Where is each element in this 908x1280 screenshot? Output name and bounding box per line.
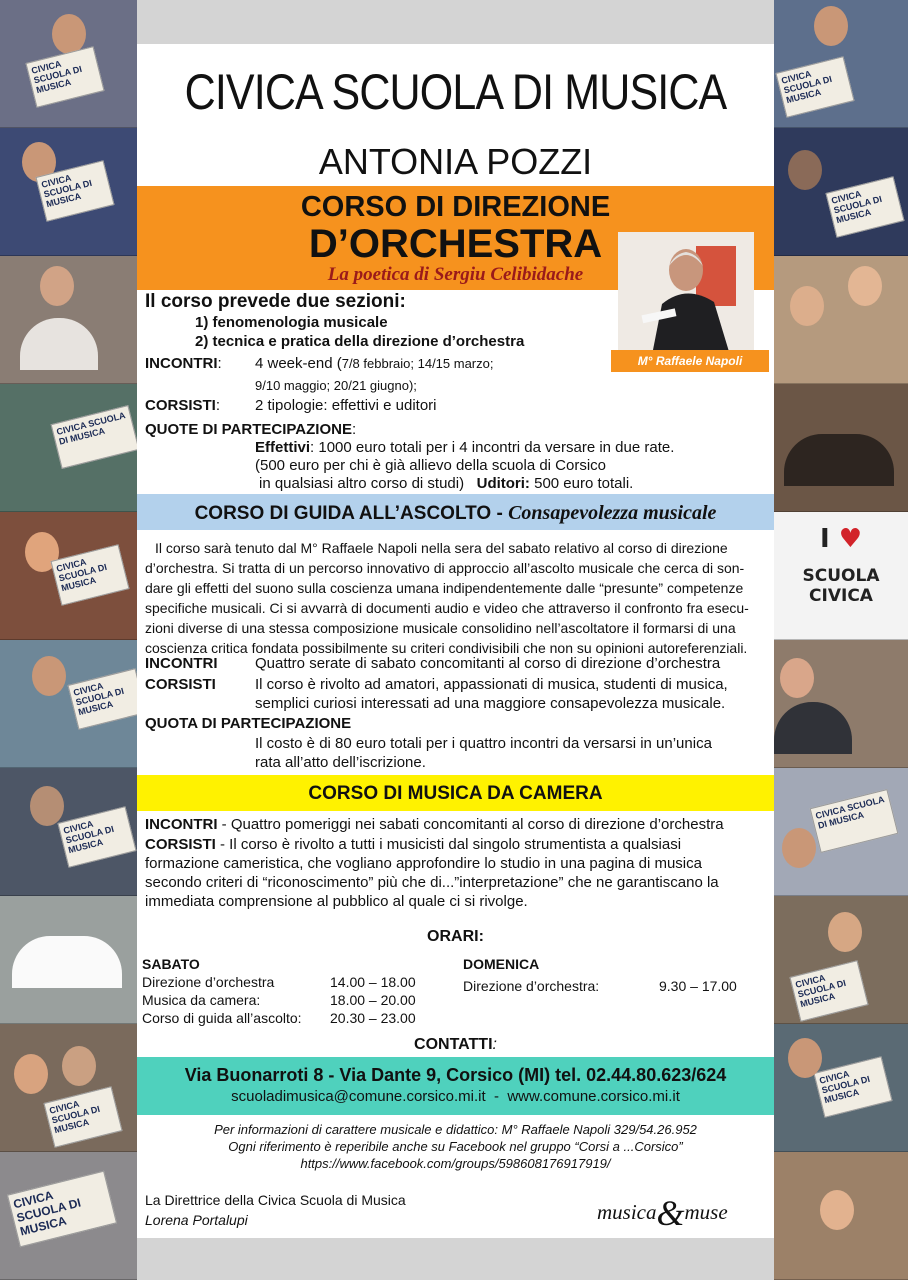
collage-face bbox=[828, 912, 862, 952]
course2-title bbox=[137, 501, 774, 526]
contatti-label: CONTATTI bbox=[414, 1036, 493, 1053]
sign-text-scuola-civica: SCUOLA CIVICA bbox=[802, 566, 880, 606]
collage-body bbox=[12, 936, 122, 988]
collage-face bbox=[814, 6, 848, 46]
collage-face bbox=[32, 656, 66, 696]
quote-line2: (500 euro per chi è già allievo della scuola di Corsico bbox=[255, 457, 607, 474]
section-item-1: 1) fenomenologia musicale bbox=[195, 314, 388, 331]
contatti-colon: : bbox=[492, 1036, 497, 1053]
collage-poster: CIVICA SCUOLA DI MUSICA bbox=[25, 46, 104, 108]
section-item-2: 2) tecnica e pratica della direzione d’orchestra bbox=[195, 333, 525, 350]
schedule-name: Direzione d’orchestra: bbox=[463, 978, 600, 994]
collage-photo bbox=[774, 768, 908, 896]
contact-website[interactable]: www.comune.corsico.mi.it bbox=[507, 1088, 680, 1105]
course3-incontri-label: INCONTRI bbox=[145, 816, 218, 833]
domenica-schedule bbox=[463, 977, 737, 995]
course1-title-line1: CORSO DI DIREZIONE bbox=[300, 191, 611, 223]
collage-poster: CIVICA SCUOLA DI MUSICA bbox=[789, 960, 868, 1022]
schedule-row bbox=[142, 991, 416, 1009]
course2-paragraph bbox=[145, 538, 767, 658]
paragraph-line: dare gli effetti del suono sulla coscienza umana indipendentemente dalle “presunte” competenze bbox=[145, 580, 744, 596]
sabato-label: SABATO bbox=[142, 956, 200, 972]
quote-line3-row bbox=[259, 474, 769, 494]
collage-poster: CIVICA SCUOLA DI MUSICA bbox=[35, 160, 114, 222]
schedule-name: Corso di guida all’ascolto: bbox=[142, 1010, 302, 1026]
collage-face bbox=[40, 266, 74, 306]
course2-quota-line2: rata all’atto dell’iscrizione. bbox=[255, 754, 426, 771]
course3-corsisti-line2: formazione cameristica, che vogliano approfondire lo studio in una pagina di musica bbox=[145, 855, 702, 872]
course1-incontri-value bbox=[255, 354, 615, 374]
collage-face bbox=[14, 1054, 48, 1094]
uditori-value: 500 euro totali. bbox=[534, 475, 634, 492]
course2-title-main: CORSO DI GUIDA ALL’ASCOLTO - bbox=[194, 503, 503, 524]
course3-corsisti-line1: - Il corso è rivolto a tutti i musicisti dal singolo strumentista a qualsiasi bbox=[215, 836, 682, 853]
course1-corsisti-value: 2 tipologie: effettivi e uditori bbox=[255, 397, 437, 414]
i-love-sign bbox=[774, 522, 908, 556]
collage-photo bbox=[0, 1152, 137, 1280]
collage-face bbox=[820, 1190, 854, 1230]
contact-separator: - bbox=[493, 1088, 499, 1105]
collage-body bbox=[20, 318, 98, 370]
collage-face bbox=[780, 658, 814, 698]
collage-photo bbox=[774, 1152, 908, 1280]
paragraph-line: Il corso sarà tenuto dal M° Raffaele Napoli nella sera del sabato relativo al corso di direzione bbox=[155, 540, 728, 556]
conductor-illustration bbox=[618, 232, 754, 355]
schedule-row bbox=[142, 1009, 416, 1027]
collage-photo bbox=[0, 128, 137, 256]
schedule-time: 14.00 – 18.00 bbox=[330, 974, 416, 990]
collage-poster: CIVICA SCUOLA DI MUSICA bbox=[57, 806, 136, 868]
musica-muse-logo bbox=[597, 1192, 728, 1234]
collage-photo bbox=[774, 640, 908, 768]
incontri-value-c: 9/10 maggio; 20/21 giugno); bbox=[255, 378, 417, 393]
collage-face bbox=[62, 1046, 96, 1086]
schedule-row bbox=[142, 973, 416, 991]
collage-poster: CIVICA SCUOLA DI MUSICA bbox=[7, 1171, 117, 1248]
signature-block bbox=[145, 1190, 406, 1230]
contatti-heading bbox=[137, 1035, 774, 1055]
photo-caption: M° Raffaele Napoli bbox=[611, 350, 769, 372]
collage-body bbox=[784, 434, 894, 486]
collage-photo bbox=[0, 768, 137, 896]
collage-face bbox=[52, 14, 86, 54]
course1-corsisti-row: CORSISTI: bbox=[145, 397, 221, 414]
effettivi-row bbox=[255, 438, 770, 458]
signature-line-1: La Direttrice della Civica Scuola di Musica bbox=[145, 1192, 406, 1208]
course2-corsisti-label: CORSISTI bbox=[145, 676, 216, 693]
collage-poster: CIVICA SCUOLA DI MUSICA bbox=[67, 668, 137, 730]
contact-address: Via Buonarroti 8 - Via Dante 9, Corsico (MI) tel. 02.44.80.623/624 bbox=[184, 1065, 727, 1085]
collage-poster: CIVICA SCUOLA DI MUSICA bbox=[825, 176, 904, 238]
signature-name: Lorena Portalupi bbox=[145, 1212, 248, 1228]
course1-corsisti-label: CORSISTI bbox=[145, 397, 216, 414]
schedule-row bbox=[463, 977, 737, 995]
collage-photo bbox=[0, 896, 137, 1024]
collage-body bbox=[774, 702, 852, 754]
quote-label: QUOTE DI PARTECIPAZIONE bbox=[145, 421, 352, 438]
collage-photo bbox=[774, 384, 908, 512]
course2-title-sub: Consapevolezza musicale bbox=[508, 502, 717, 524]
course3-corsisti-line4: immediata comprensione al pubblico al quale ci si rivolge. bbox=[145, 893, 528, 910]
logo-right: muse bbox=[684, 1200, 728, 1224]
right-photo-collage bbox=[774, 0, 908, 1280]
course3-corsisti-row bbox=[145, 835, 770, 855]
course1-incontri-label: INCONTRI bbox=[145, 355, 218, 372]
info-line-2: Ogni riferimento è reperibile anche su Facebook nel gruppo “Corsi a ...Corsico” bbox=[228, 1139, 683, 1154]
collage-poster: CIVICA SCUOLA DI MUSICA bbox=[50, 544, 129, 606]
sections-heading: Il corso prevede due sezioni: bbox=[145, 291, 406, 312]
school-subtitle: ANTONIA POZZI bbox=[318, 141, 593, 182]
left-photo-collage bbox=[0, 0, 137, 1280]
collage-poster: CIVICA SCUOLA DI MUSICA bbox=[810, 789, 899, 853]
course1-subtitle: La poetica di Sergiu Celibidache bbox=[327, 264, 584, 285]
conductor-photo bbox=[618, 232, 754, 355]
schedule-name: Musica da camera: bbox=[142, 992, 261, 1008]
course3-title: CORSO DI MUSICA DA CAMERA bbox=[308, 783, 603, 804]
course3-incontri-value: - Quattro pomeriggi nei sabati concomitanti al corso di direzione d’orchestra bbox=[217, 816, 724, 833]
logo-ampersand: & bbox=[656, 1193, 685, 1233]
collage-face bbox=[848, 266, 882, 306]
contact-email[interactable]: scuoladimusica@comune.corsico.mi.it bbox=[231, 1088, 486, 1105]
paragraph-line: zioni diverse di una stessa composizione musicale consolidino nell’ascoltatore il formarsi di una bbox=[145, 620, 736, 636]
sign-text-i: I bbox=[819, 524, 830, 554]
collage-photo bbox=[0, 384, 137, 512]
course2-incontri-label: INCONTRI bbox=[145, 655, 218, 672]
collage-poster: CIVICA SCUOLA DI MUSICA bbox=[51, 405, 137, 469]
logo-left: musica bbox=[597, 1200, 657, 1224]
orari-heading: ORARI: bbox=[427, 928, 484, 945]
effettivi-value: : 1000 euro totali per i 4 incontri da versare in due rate. bbox=[310, 439, 675, 456]
quote-line3: in qualsiasi altro corso di studi) bbox=[259, 475, 465, 492]
top-gray-band bbox=[137, 0, 774, 44]
collage-photo bbox=[0, 1024, 137, 1152]
collage-poster: CIVICA SCUOLA DI MUSICA bbox=[775, 56, 854, 118]
heart-icon: ♥ bbox=[838, 524, 863, 554]
course3-incontri-row bbox=[145, 815, 770, 835]
school-title: CIVICA SCUOLA DI MUSICA bbox=[184, 64, 727, 120]
collage-face bbox=[790, 286, 824, 326]
course1-incontri-row: INCONTRI: bbox=[145, 355, 222, 372]
info-line-1: Per informazioni di carattere musicale e didattico: M° Raffaele Napoli 329/54.26.952 bbox=[214, 1122, 697, 1137]
paragraph-line: coscienza critica fondata possibilmente su criteri condivisibili che non su opinioni autoreferenziali. bbox=[145, 640, 748, 656]
collage-photo bbox=[774, 256, 908, 384]
schedule-name: Direzione d’orchestra bbox=[142, 974, 275, 990]
effettivi-label: Effettivi bbox=[255, 439, 311, 456]
quote-heading: QUOTE DI PARTECIPAZIONE: bbox=[145, 421, 357, 438]
course2-corsisti-line2: semplici curiosi interessati ad una maggiore consapevolezza musicale. bbox=[255, 695, 726, 712]
info-block bbox=[137, 1121, 774, 1172]
sabato-schedule bbox=[142, 973, 416, 1027]
course3-corsisti-line3: secondo criteri di “riconoscimento” più che di...”interpretazione” che ne garantiscano la bbox=[145, 874, 719, 891]
paragraph-line: specifiche musicali. Ci si avvarrà di documenti audio e video che attraverso il confronto fra esecu- bbox=[145, 600, 749, 616]
uditori-label: Uditori: bbox=[476, 475, 530, 492]
course3-corsisti-label: CORSISTI bbox=[145, 836, 216, 853]
collage-photo bbox=[0, 0, 137, 128]
course2-quota-label: QUOTA DI PARTECIPAZIONE bbox=[145, 715, 352, 732]
collage-photo bbox=[774, 896, 908, 1024]
course2-incontri-value: Quattro serate di sabato concomitanti al corso di direzione d’orchestra bbox=[255, 655, 721, 672]
course2-quota-line1: Il costo è di 80 euro totali per i quattro incontri da versarsi in un’unica bbox=[255, 735, 712, 752]
incontri-value-b: 7/8 febbraio; 14/15 marzo; bbox=[341, 356, 494, 371]
course1-title-line2: D’ORCHESTRA bbox=[308, 222, 603, 266]
collage-photo bbox=[774, 128, 908, 256]
bottom-gray-band bbox=[137, 1238, 774, 1280]
collage-photo bbox=[0, 256, 137, 384]
collage-photo bbox=[774, 0, 908, 128]
incontri-value-a: 4 week-end ( bbox=[255, 355, 342, 372]
paragraph-line: d’orchestra. Si tratta di un percorso innovativo di approccio all’ascolto musicale che cerca di son- bbox=[145, 560, 745, 576]
collage-poster: CIVICA SCUOLA DI MUSICA bbox=[813, 1056, 892, 1118]
course2-corsisti-line1: Il corso è rivolto ad amatori, appassionati di musica, studenti di musica, bbox=[255, 676, 728, 693]
collage-poster: CIVICA SCUOLA DI MUSICA bbox=[43, 1086, 122, 1148]
schedule-time: 20.30 – 23.00 bbox=[330, 1010, 416, 1026]
collage-photo bbox=[774, 1024, 908, 1152]
collage-face bbox=[782, 828, 816, 868]
schedule-time: 18.00 – 20.00 bbox=[330, 992, 416, 1008]
flyer-main-panel bbox=[137, 44, 774, 1238]
collage-photo bbox=[774, 512, 908, 640]
info-facebook-link[interactable]: https://www.facebook.com/groups/598608176917919/ bbox=[300, 1156, 611, 1171]
collage-photo bbox=[0, 640, 137, 768]
schedule-time: 9.30 – 17.00 bbox=[659, 978, 737, 994]
collage-face bbox=[30, 786, 64, 826]
collage-face bbox=[788, 150, 822, 190]
collage-photo bbox=[0, 512, 137, 640]
collage-face bbox=[788, 1038, 822, 1078]
domenica-label: DOMENICA bbox=[463, 956, 540, 972]
contact-links bbox=[137, 1087, 774, 1107]
